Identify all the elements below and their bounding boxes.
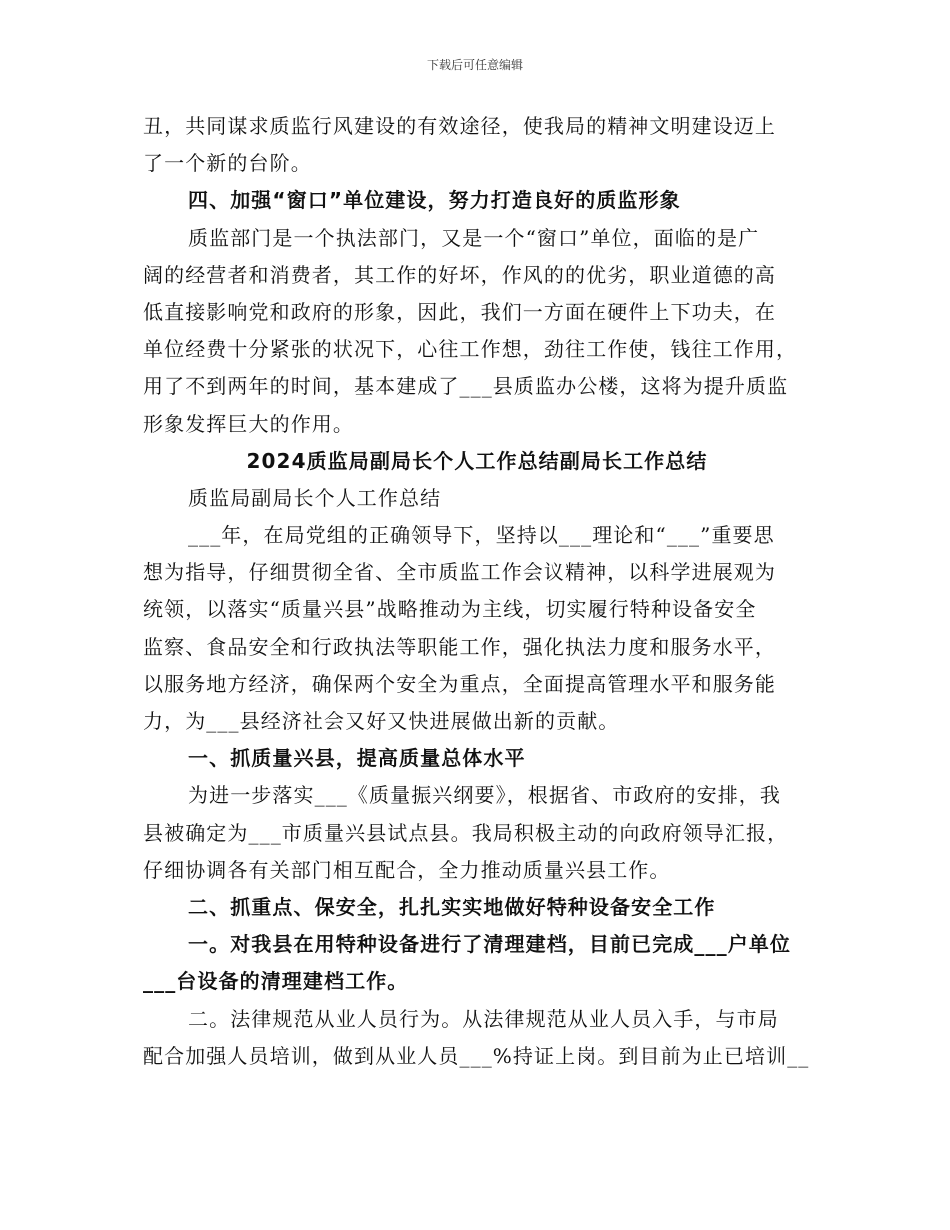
paragraph-start-line: ___年，在局党组的正确领导下，坚持以___理论和“___”重要思 [188, 523, 775, 548]
section-heading: 二、抓重点、保安全，扎扎实实地做好特种设备安全工作 [188, 894, 716, 919]
text-line: 县被确定为___市质量兴县试点县。我局积极主动的向政府领导汇报， [143, 820, 789, 845]
text-line: 了一个新的台阶。 [143, 151, 312, 176]
paragraph-start-line: 为进一步落实___《质量振兴纲要》，根据省、市政府的安排，我 [188, 783, 781, 808]
text-line: 形象发挥巨大的作用。 [143, 411, 354, 436]
text-line: 想为指导，仔细贯彻全省、全市质监工作会议精神，以科学进展观为 [143, 560, 776, 585]
paragraph-start-line: 二。法律规范从业人员行为。从法律规范从业人员入手，与市局 [188, 1006, 779, 1031]
text-line: 仔细协调各有关部门相互配合，全力推动质量兴县工作。 [143, 857, 671, 882]
text-line: 单位经费十分紧张的状况下，心往工作想，劲往工作使，钱往工作用， [143, 337, 798, 362]
section-heading: 一。对我县在用特种设备进行了清理建档，目前已完成___户单位 [188, 932, 791, 957]
text-line: 用了不到两年的时间，基本建成了___县质监办公楼，这将为提升质监 [143, 374, 789, 399]
paragraph-start-line: 质监局副局长个人工作总结 [188, 485, 442, 510]
text-line: 统领，以落实“质量兴县”战略推动为主线，切实履行特种设备安全 [143, 597, 757, 622]
paragraph-start-line: 质监部门是一个执法部门，又是一个“窗口”单位，面临的是广 [188, 225, 760, 250]
text-line: 以服务地方经济，确保两个安全为重点，全面提高管理水平和服务能 [143, 671, 776, 696]
document-body [143, 108, 811, 1075]
text-line: 配合加强人员培训，做到从业人员___%持证上岗。到目前为止已培训__ [143, 1043, 810, 1068]
section-heading: 四、加强“窗口”单位建设，努力打造良好的质监形象 [188, 188, 681, 213]
header-note: 下载后可任意编辑 [426, 58, 523, 72]
text-line: 力，为___县经济社会又好又快进展做出新的贡献。 [143, 709, 620, 733]
document-title: 2024质监局副局长个人工作总结副局长工作总结 [246, 448, 708, 473]
section-heading-continued: ___台设备的清理建档工作。 [143, 969, 409, 994]
section-heading: 一、抓质量兴县，提高质量总体水平 [188, 746, 526, 771]
text-line: 丑，共同谋求质监行风建设的有效途径，使我局的精神文明建设迈上 [143, 114, 776, 138]
text-line: 监察、食品安全和行政执法等职能工作，强化执法力度和服务水平， [143, 634, 776, 659]
text-line: 低直接影响党和政府的形象，因此，我们一方面在硬件上下功夫，在 [143, 299, 776, 324]
text-line: 阔的经营者和消费者，其工作的好坏，作风的的优劣，职业道德的高 [143, 262, 776, 287]
